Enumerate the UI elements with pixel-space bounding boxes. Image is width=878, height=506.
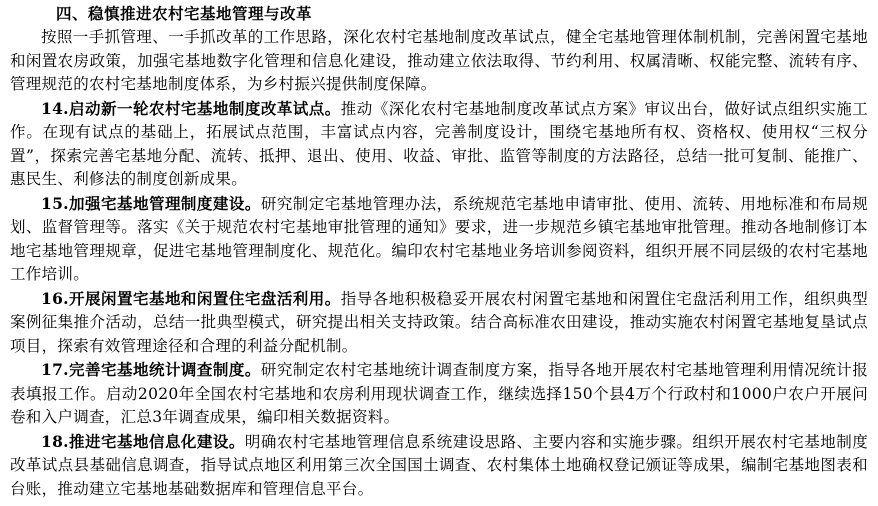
item-paragraph-16: [10, 287, 868, 359]
item-body: 研究制定宅基地管理办法，系统规范宅基地申请审批、使用、流转、用地标准和布局规划、监督管理等。落实《关于规范农村宅基地审批管理的通知》要求，进一步规范乡镇宅基地审批管理。推动各地制修订本地宅基地管理规章，促进宅基地管理制度化、规范化。编印农村宅基地业务培训参阅资料，组织开展不同层级的农村宅基地工作培训。: [10, 194, 868, 283]
item-paragraph-17: [10, 358, 868, 430]
item-body: 推动《深化农村宅基地制度改革试点方案》审议出台，做好试点组织实施工作。在现有试点的基础上，拓展试点范围，丰富试点内容，完善制度设计，围绕宅基地所有权、资格权、使用权“三权分置”，探索完善宅基地分配、流转、抵押、退出、使用、收益、审批、监管等制度的方法路径，总结一批可复制、能推广、惠民生、利修法的制度创新成果。: [10, 99, 869, 188]
item-lead: 14.启动新一轮农村宅基地制度改革试点。: [41, 98, 341, 118]
item-paragraph-15: [10, 192, 868, 287]
item-lead: 15.加强宅基地管理制度建设。: [41, 193, 261, 213]
item-body: 明确农村宅基地管理信息系统建设思路、主要内容和实施步骤。组织开展农村宅基地制度改革试点县基础信息调查，指导试点地区利用第三次全国国土调查、农村集体土地确权登记颁证等成果，编制宅基地图表和台账，推动建立宅基地基础数据库和管理信息平台。: [10, 432, 868, 498]
section-title: 四、稳慎推进农村宅基地管理与改革: [56, 4, 313, 23]
item-lead: 16.开展闲置宅基地和闲置住宅盘活利用。: [41, 288, 341, 308]
item-paragraph-14: [10, 97, 868, 192]
item-lead: 17.完善宅基地统计调查制度。: [41, 360, 261, 379]
item-body: 指导各地积极稳妥开展农村闲置宅基地和闲置住宅盘活利用工作，组织典型案例征集推介活动，总结一批典型模式，研究提出相关支持政策。结合高标准农田建设，推动实施农村闲置宅基地复垦试点项目，探索有效管理途径和合理的利益分配机制。: [10, 289, 869, 355]
item-body: 研究制定农村宅基地统计调查制度方案，指导各地开展农村宅基地管理利用情况统计报表填报工作。启动2020年全国农村宅基地和农房利用现状调查工作，继续选择150个县4万个行政村和1000户农户开展问卷和入户调查，汇总3年调查成果，编印相关数据资料。: [10, 361, 868, 426]
item-lead: 18.推进宅基地信息化建设。: [41, 431, 245, 451]
intro-paragraph: 按照一手抓管理、一手抓改革的工作思路，深化农村宅基地制度改革试点，健全宅基地管理体制机制，完善闲置宅基地和闲置农房政策，加强宅基地数字化管理和信息化建设，推动建立依法取得、节约利用、权属清晰、权能完整、流转有序、管理规范的农村宅基地制度体系，为乡村振兴提供制度保障。: [10, 28, 868, 93]
item-paragraph-18: [10, 430, 868, 502]
